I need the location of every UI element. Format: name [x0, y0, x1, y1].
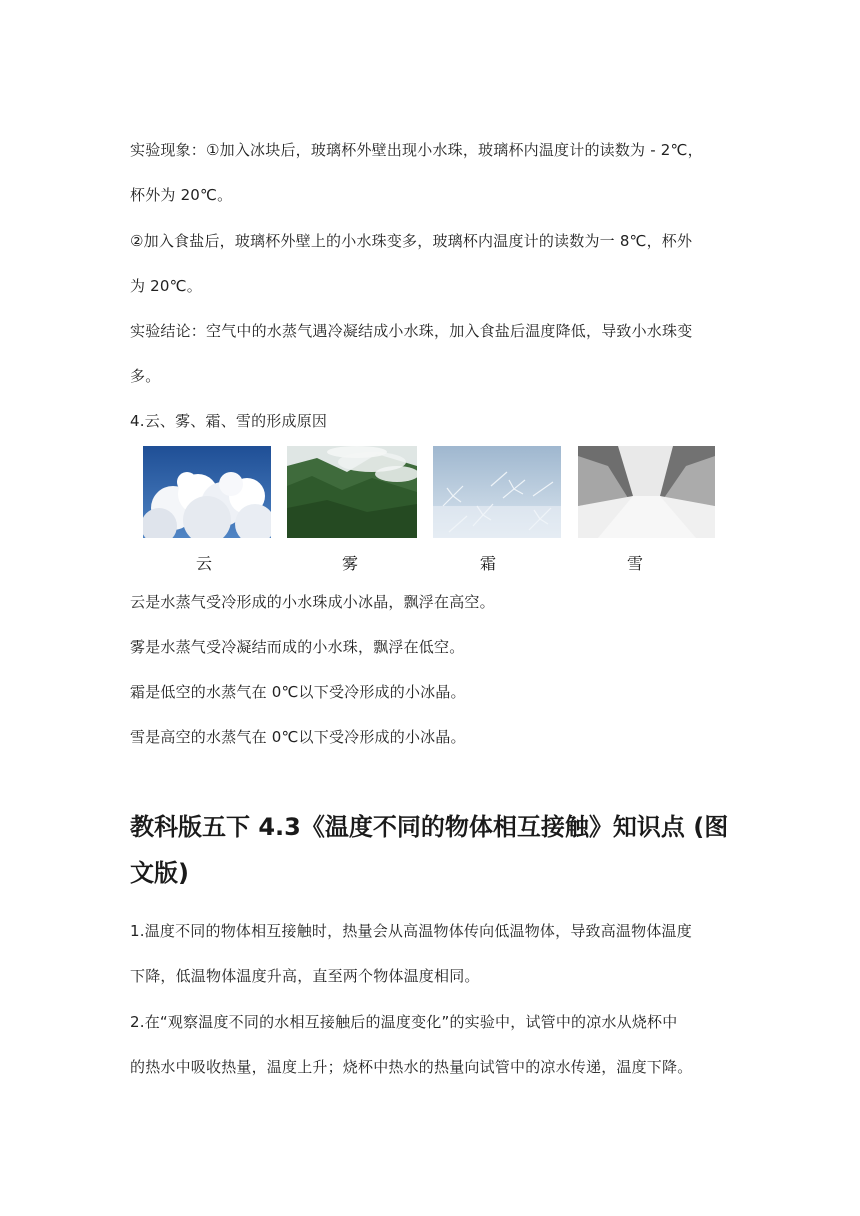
point1-line1: 1.温度不同的物体相互接触时，热量会从高温物体传向低温物体，导致高温物体温度	[130, 922, 692, 940]
explanation-cloud: 云是水蒸气受冷形成的小水珠成小冰晶，飘浮在高空。	[130, 593, 495, 611]
explanation-frost: 霜是低空的水蒸气在 0℃以下受冷形成的小冰晶。	[130, 683, 466, 701]
caption-snow: 雪	[626, 554, 643, 573]
section-heading-line2: 文版)	[130, 859, 189, 887]
caption-fog: 雾	[341, 554, 358, 573]
conclusion-text-line1: 实验结论：空气中的水蒸气遇冷凝结成小水珠，加入食盐后温度降低，导致小水珠变	[130, 322, 693, 340]
phenomenon2-text-line2: 为 20℃。	[130, 277, 202, 295]
phenomenon-text-line2: 杯外为 20℃。	[130, 186, 233, 204]
point2-line2: 的热水中吸收热量，温度上升；烧杯中热水的热量向试管中的凉水传递，温度下降。	[130, 1058, 693, 1076]
conclusion-text-line2: 多。	[130, 367, 161, 385]
caption-cloud: 云	[195, 554, 212, 573]
frost-photo	[433, 446, 561, 538]
point1-line2: 下降，低温物体温度升高，直至两个物体温度相同。	[130, 967, 480, 985]
explanation-fog: 雾是水蒸气受冷凝结而成的小水珠，飘浮在低空。	[130, 638, 465, 656]
item4-title: 4.云、雾、霜、雪的形成原因	[130, 412, 328, 430]
section-heading-line1: 教科版五下 4.3《温度不同的物体相互接触》知识点 (图	[130, 813, 729, 841]
phenomenon-text-line1: 实验现象：①加入冰块后，玻璃杯外壁出现小水珠，玻璃杯内温度计的读数为 - 2℃，	[130, 141, 703, 159]
fog-photo	[287, 446, 417, 538]
explanation-snow: 雪是高空的水蒸气在 0℃以下受冷形成的小冰晶。	[130, 728, 466, 746]
phenomenon2-text-line1: ②加入食盐后，玻璃杯外壁上的小水珠变多，玻璃杯内温度计的读数为一 8℃，杯外	[130, 232, 693, 250]
caption-frost: 霜	[479, 554, 496, 573]
snow-photo	[578, 446, 715, 538]
cloud-photo	[143, 446, 271, 538]
point2-line1: 2.在“观察温度不同的水相互接触后的温度变化”的实验中，试管中的凉水从烧杯中	[130, 1013, 678, 1031]
